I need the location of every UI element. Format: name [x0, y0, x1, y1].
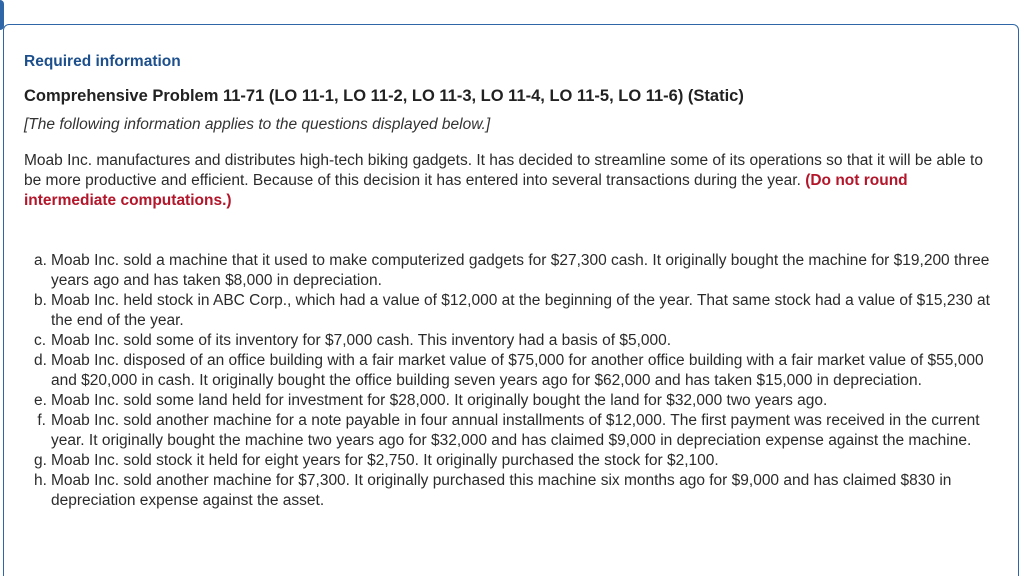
item-marker: g.: [34, 452, 47, 469]
item-marker: a.: [34, 252, 47, 269]
transaction-item-a: [34, 251, 994, 291]
item-marker: b.: [34, 292, 47, 309]
transaction-item-c: [34, 331, 994, 351]
item-text: Moab Inc. sold another machine for $7,300. It originally purchased this machine six months ago for $9,000 and has claimed $830 in depreciation expense against the asset.: [51, 472, 952, 509]
transaction-item-b: [34, 291, 994, 331]
transaction-item-h: [34, 471, 994, 511]
scenario-paragraph: [24, 151, 1004, 211]
rounding-note: (Do not round intermediate computations.): [24, 172, 908, 209]
transaction-list: [34, 251, 994, 511]
transaction-item-f: [34, 411, 994, 451]
item-marker: c.: [34, 332, 47, 349]
item-marker: d.: [34, 352, 47, 369]
transaction-item-d: [34, 351, 994, 391]
item-text: Moab Inc. sold a machine that it used to make computerized gadgets for $27,300 cash. It originally bought the machine for $19,200 three years ago and has taken $8,000 in depreciation.: [51, 252, 990, 289]
scenario-text: Moab Inc. manufactures and distributes high-tech biking gadgets. It has decided to streamline some of its operations so that it will be able to be more productive and efficient. Because of this decision it has entered into several transactions during the year.: [24, 152, 983, 189]
problem-title: Comprehensive Problem 11-71 (LO 11-1, LO 11-2, LO 11-3, LO 11-4, LO 11-5, LO 11-6) (Static): [24, 87, 744, 105]
item-text: Moab Inc. sold stock it held for eight years for $2,750. It originally purchased the stock for $2,100.: [51, 452, 719, 469]
transaction-item-g: [34, 451, 994, 471]
intro-note: [The following information applies to the questions displayed below.]: [24, 116, 491, 133]
item-text: Moab Inc. sold some of its inventory for $7,000 cash. This inventory had a basis of $5,000.: [51, 332, 672, 349]
item-text: Moab Inc. held stock in ABC Corp., which had a value of $12,000 at the beginning of the year. That same stock had a value of $15,230 at the end of the year.: [51, 292, 990, 329]
item-text: Moab Inc. sold another machine for a note payable in four annual installments of $12,000. The first payment was received in the current year. It originally bought the machine two years ago for $32,000 and has claimed $9,000 in depreciation expense against the machine.: [51, 412, 980, 449]
question-content: [24, 52, 1004, 511]
transaction-item-e: [34, 391, 994, 411]
item-text: Moab Inc. sold some land held for investment for $28,000. It originally bought the land for $32,000 two years ago.: [51, 392, 828, 409]
item-marker: f.: [37, 412, 46, 429]
item-marker: h.: [34, 472, 47, 489]
item-marker: e.: [34, 392, 47, 409]
required-information-heading: Required information: [24, 53, 181, 70]
item-text: Moab Inc. disposed of an office building with a fair market value of $75,000 for another office building with a fair market value of $55,000 and $20,000 in cash. It originally bought the office building seven years ago for $62,000 and has taken $15,000 in depreciation.: [51, 352, 984, 389]
